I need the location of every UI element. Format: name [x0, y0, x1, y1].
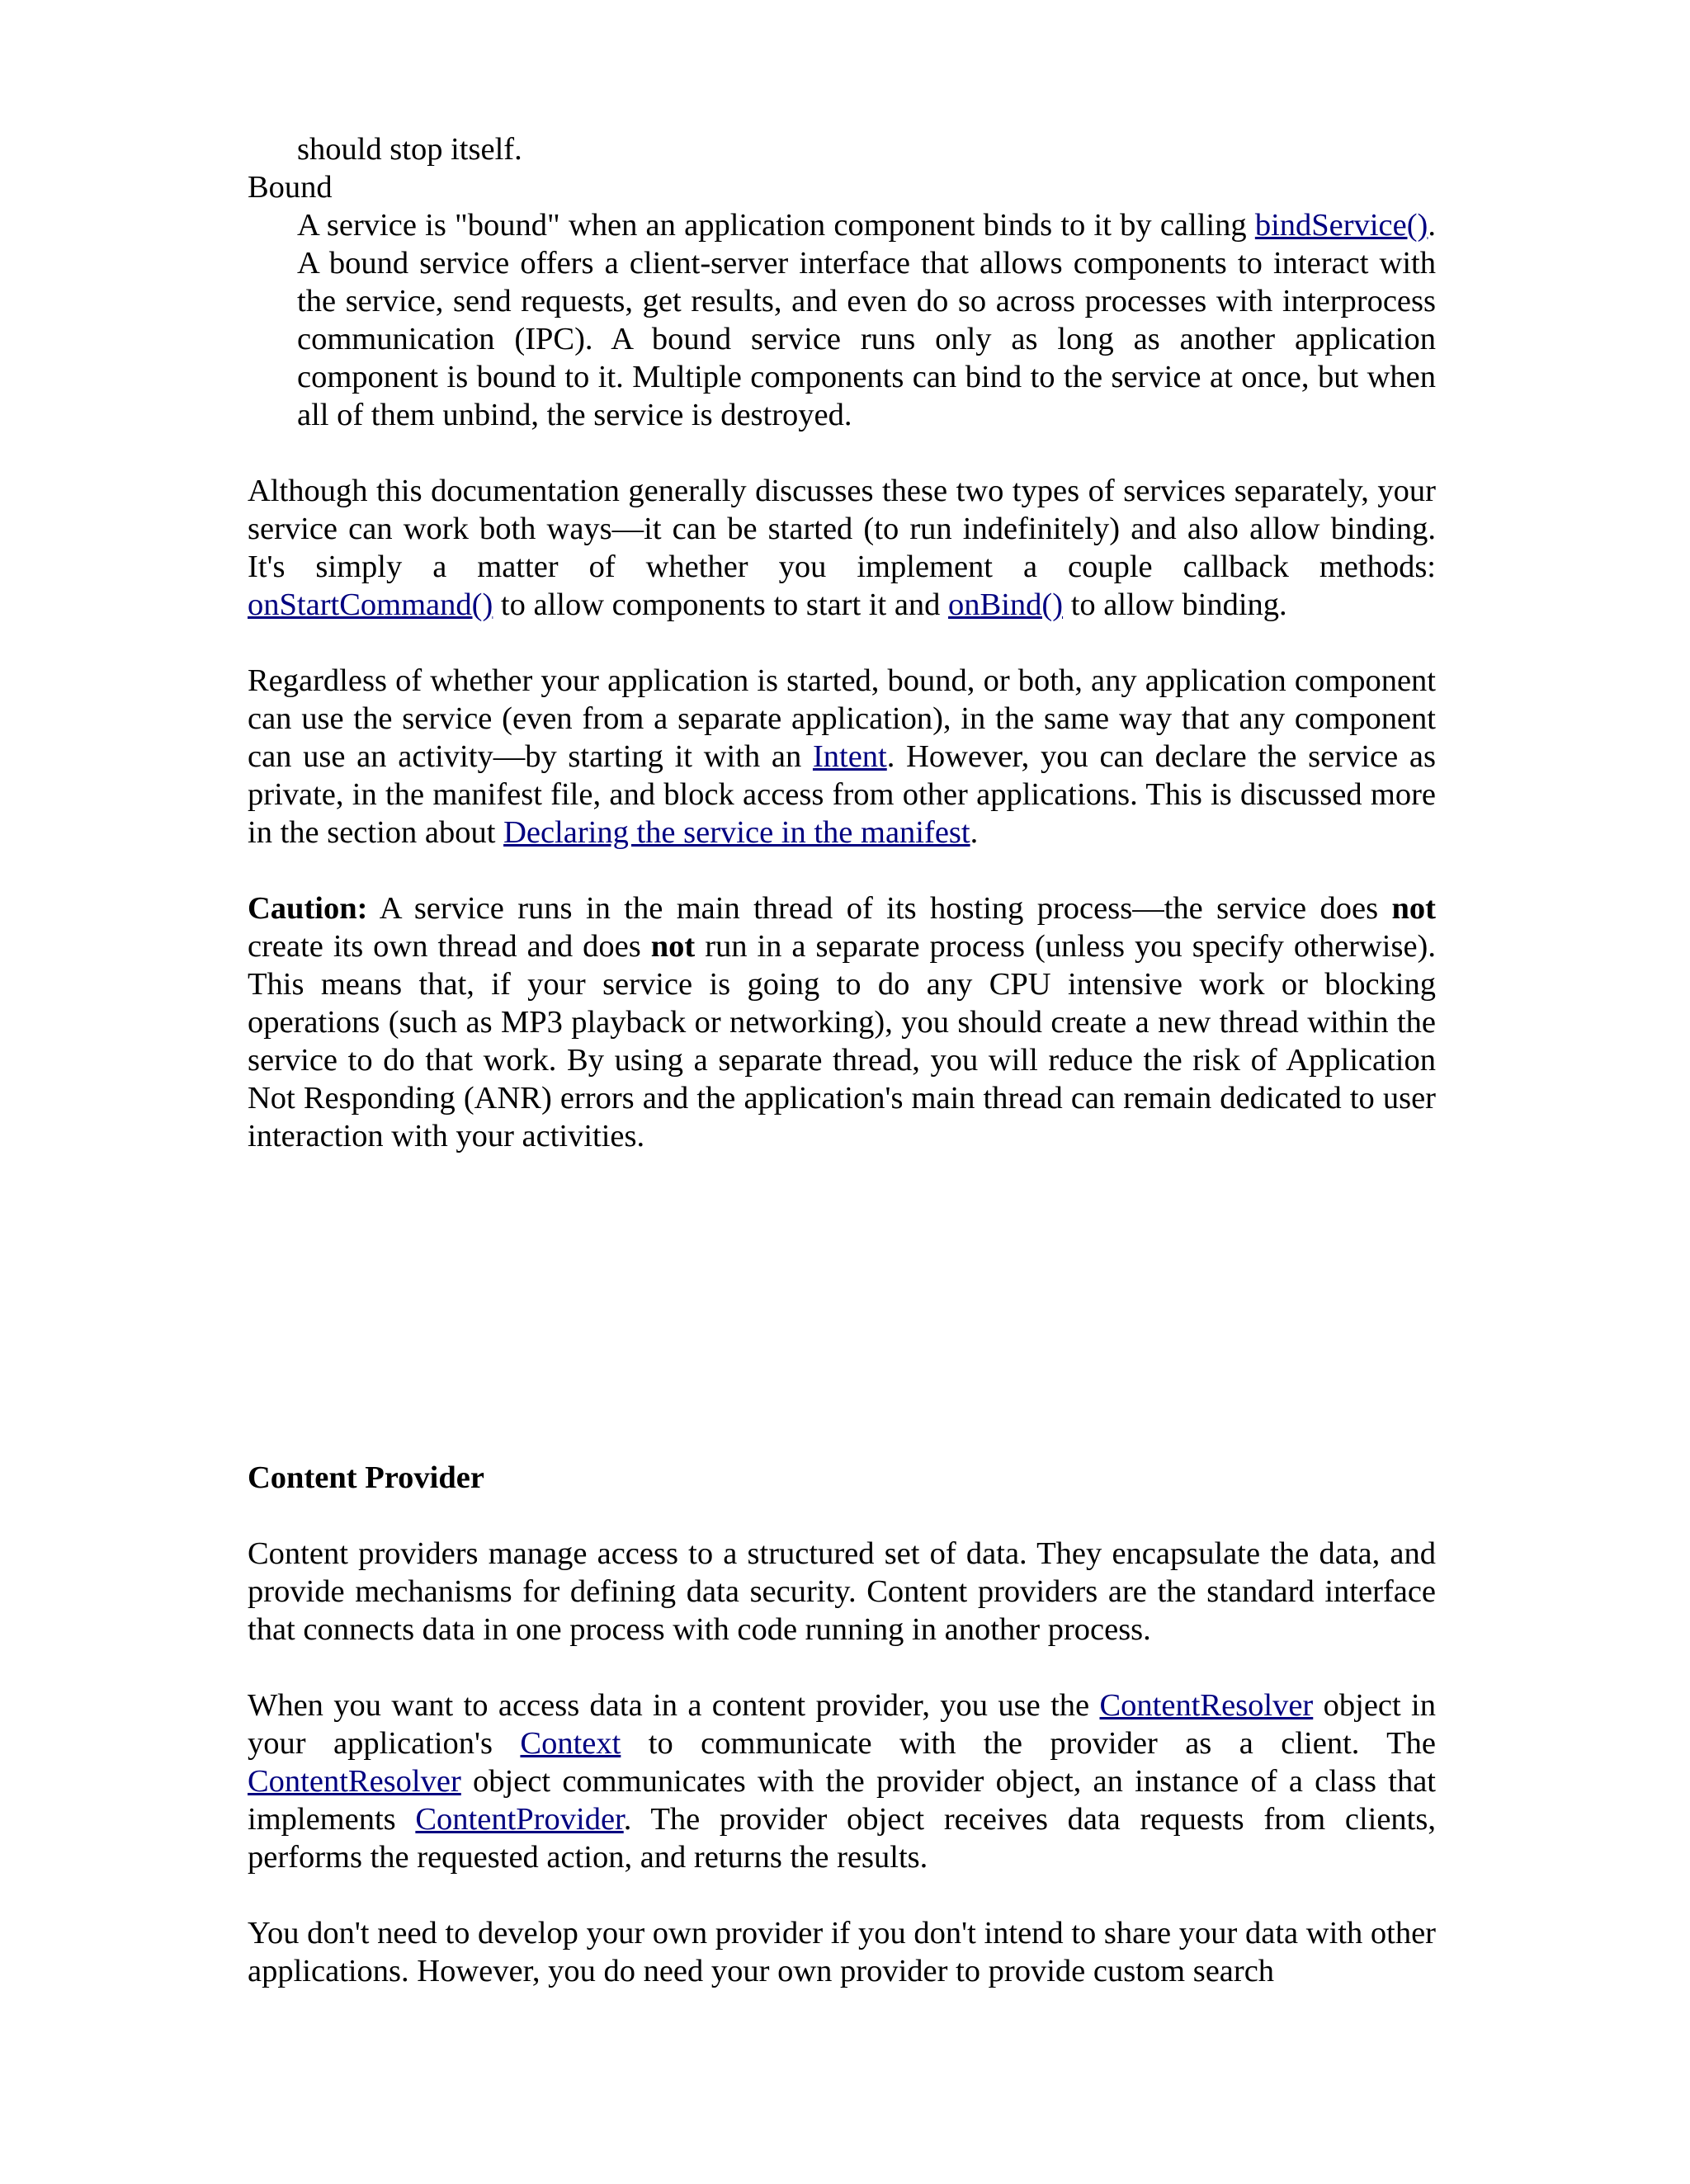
emphasis-not: not	[650, 929, 696, 964]
bound-definition: A service is "bound" when an application component binds to it by calling bindService(). A bound service offers a client-server interface that allows components to interact with the service, send requests, get results, and even do so across processes with interprocess communication (IPC). A bound service runs only as long as another application component is bound to it. Multiple components can bind to the service at once, but when all of them unbind, the service is destroyed.	[297, 208, 1436, 432]
contentprovider-link[interactable]: ContentProvider	[415, 1802, 624, 1837]
caution-label: Caution:	[248, 891, 368, 926]
contentresolver-link[interactable]: ContentResolver	[248, 1764, 461, 1799]
content-provider-access: When you want to access data in a content provider, you use the ContentResolver object in your application's Context to communicate with the provider as a client. The ContentResolver object communicates with the provider object, an instance of a class that implements ContentProvider. The provider object receives data requests from clients, performs the requested action, and returns the results.	[248, 1688, 1436, 1875]
content-provider-own: You don't need to develop your own provider if you don't intend to share your data with other applications. However, you do need your own provider to provide custom search	[248, 1916, 1436, 1988]
document-page	[248, 130, 1436, 1990]
context-link[interactable]: Context	[520, 1726, 621, 1761]
intent-link[interactable]: Intent	[812, 739, 887, 774]
paragraph-both-ways: Although this documentation generally discusses these two types of services separately, your service can work both ways—it can be started (to run indefinitely) and also allow binding. It's simply a matter of whether you implement a couple callback methods: onStartCommand() to allow components to start it and onBind() to allow binding.	[248, 474, 1436, 622]
content-provider-heading: Content Provider	[248, 1460, 484, 1495]
emphasis-not: not	[1391, 891, 1436, 926]
bindservice-link[interactable]: bindService()	[1254, 208, 1428, 243]
caution-paragraph: Caution: A service runs in the main thread of its hosting process—the service does not create its own thread and does not run in a separate process (unless you specify otherwise). This means that, if your service is going to do any CPU intensive work or blocking operations (such as MP3 playback or networking), you should create a new thread within the service to do that work. By using a separate thread, you will reduce the risk of Application Not Responding (ANR) errors and the application's main thread can remain dedicated to user interaction with your activities.	[248, 891, 1436, 1153]
started-definition-end: should stop itself.	[297, 132, 522, 167]
onbind-link[interactable]: onBind()	[948, 587, 1064, 622]
contentresolver-link[interactable]: ContentResolver	[1099, 1688, 1314, 1723]
content-provider-intro: Content providers manage access to a structured set of data. They encapsulate the data, and provide mechanisms for defining data security. Content providers are the standard interface that connects data in one process with code running in another process.	[248, 1536, 1436, 1647]
declaring-service-link[interactable]: Declaring the service in the manifest	[503, 815, 970, 850]
bound-term: Bound	[248, 170, 333, 205]
paragraph-regardless: Regardless of whether your application is started, bound, or both, any application component can use the service (even from a separate application), in the same way that any component can use an activity—by starting it with an Intent. However, you can declare the service as private, in the manifest file, and block access from other applications. This is discussed more in the section about Declaring the service in the manifest.	[248, 663, 1436, 850]
onstartcommand-link[interactable]: onStartCommand()	[248, 587, 493, 622]
